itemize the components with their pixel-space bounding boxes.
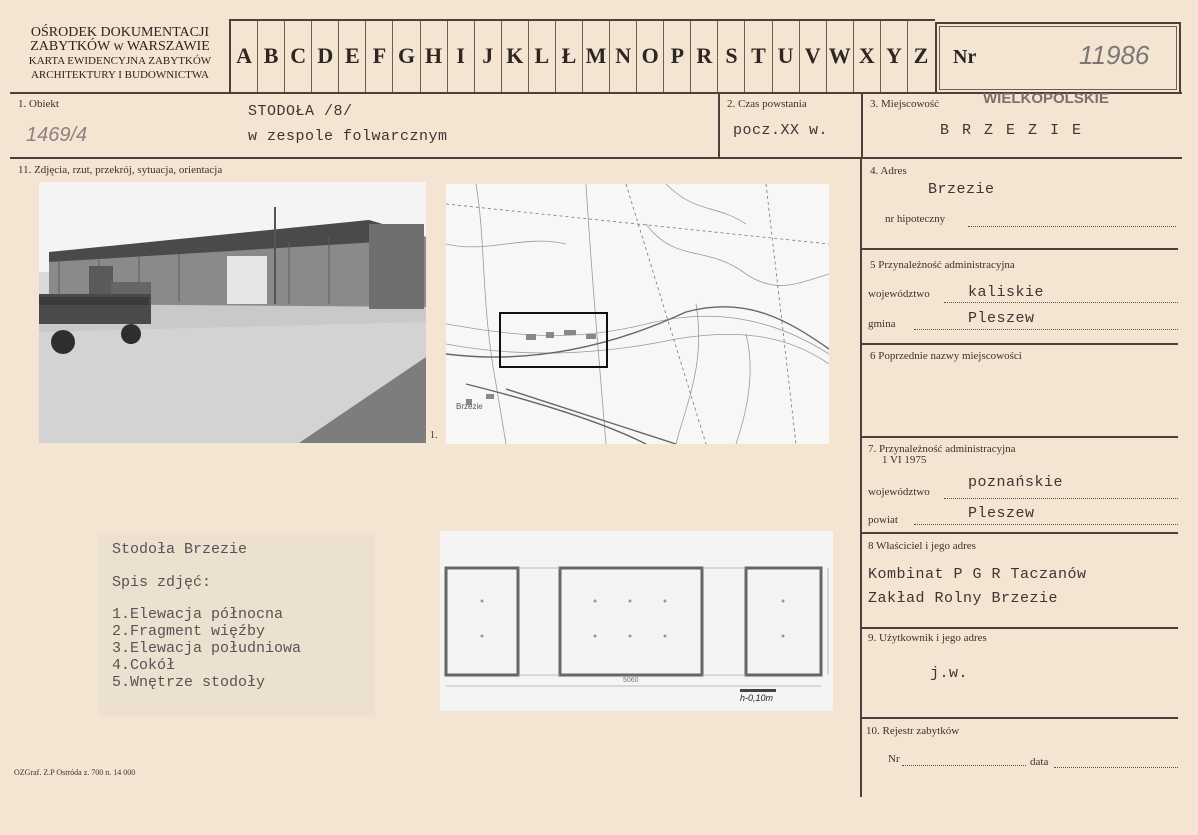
institution-line1: OŚRODEK DOKUMENTACJI — [30, 25, 210, 40]
field7-label-line1: 7. Przynależność administracyjna — [868, 443, 1016, 455]
alphabet-letter: Y — [880, 20, 907, 92]
alphabet-letter: O — [636, 20, 663, 92]
institution-line2: ZABYTKÓW w WARSZAWIE — [30, 39, 210, 54]
scale-note: h-0,10m — [740, 693, 774, 703]
nr-box — [935, 22, 1181, 94]
field1-label: 1. Obiekt — [18, 98, 59, 110]
alphabet-letter: R — [690, 20, 717, 92]
field5-woj-label: województwo — [868, 288, 930, 300]
alphabet-letter: Z — [907, 20, 934, 92]
alphabet-letter: N — [609, 20, 636, 92]
alphabet-letter: X — [853, 20, 880, 92]
field7-powiat-line — [914, 524, 1178, 525]
caption-item: 3.Elewacja południowa — [112, 640, 302, 657]
floor-plan-image — [440, 531, 833, 711]
nr-label: Nr — [953, 46, 977, 68]
alphabet-letter: B — [257, 20, 284, 92]
field10-nr-label: Nr — [888, 753, 900, 765]
field4-value: Brzezie — [928, 181, 995, 198]
field3-stamp: WIELKOPOLSKIE — [983, 90, 1109, 107]
field8-label: 8 Właściciel i jego adres — [868, 540, 976, 552]
field5-label: 5 Przynależność administracyjna — [870, 259, 1015, 271]
alphabet-letter: J — [474, 20, 501, 92]
field5-gmina-label: gmina — [868, 318, 896, 330]
alphabet-letter: E — [338, 20, 365, 92]
alphabet-letter: L — [528, 20, 555, 92]
alphabet-letter: F — [365, 20, 392, 92]
field4-bottom-border — [862, 248, 1178, 250]
alphabet-letter: V — [799, 20, 826, 92]
alphabet-letter: G — [392, 20, 419, 92]
caption-box — [98, 533, 375, 716]
site-map-image — [446, 184, 829, 444]
field1-value-line2: w zespole folwarcznym — [248, 128, 448, 145]
divider-czas-miejsc — [861, 93, 863, 157]
field1-handwritten: 1469/4 — [26, 124, 88, 146]
field7-powiat-value: Pleszew — [968, 505, 1035, 522]
field10-data-label: data — [1030, 756, 1049, 768]
row1-bottom-border — [10, 157, 1182, 159]
field5-woj-line — [944, 302, 1178, 303]
site-map — [446, 184, 829, 444]
field10-nr-line — [902, 765, 1026, 766]
alphabet-letter: A — [229, 20, 257, 92]
alphabet-letter: C — [284, 20, 311, 92]
barn-photo — [39, 182, 426, 443]
alphabet-letter: P — [663, 20, 690, 92]
field2-value: pocz.XX w. — [733, 122, 829, 139]
alphabet-letter: S — [717, 20, 744, 92]
map-village-label: Brzezie — [456, 402, 483, 411]
alphabet-letter: T — [744, 20, 771, 92]
field9-value: j.w. — [930, 665, 969, 682]
caption-items — [112, 606, 301, 691]
caption-item: 1.Elewacja północna — [112, 606, 284, 623]
field8-value-line1: Kombinat P G R Taczanów — [868, 566, 1087, 583]
caption-list-title: Spis zdjęć: — [112, 574, 212, 591]
field3-label: 3. Miejscowość — [870, 98, 940, 110]
print-info: OZGraf. Z.P Ostróda z. 700 n. 14 000 — [14, 768, 136, 777]
field6-label: 6 Poprzednie nazwy miejscowości — [870, 350, 1022, 362]
barn-photo-image — [39, 182, 426, 443]
caption-item: 2.Fragment więźby — [112, 623, 266, 640]
right-column-divider — [860, 157, 862, 797]
field7-woj-value: poznańskie — [968, 474, 1064, 491]
field7-powiat-label: powiat — [868, 514, 898, 526]
field4-label: 4. Adres — [870, 165, 907, 177]
photo-number: 1. — [430, 430, 438, 441]
alphabet-letter: M — [582, 20, 609, 92]
nr-handwritten-value: 11986 — [1079, 40, 1150, 70]
divider-obj-czas — [718, 93, 720, 157]
alphabet-index — [229, 20, 934, 92]
hipoteczny-line — [968, 226, 1176, 227]
alphabet-letter: K — [501, 20, 528, 92]
caption-item: 4.Cokół — [112, 657, 176, 674]
field5-gmina-value: Pleszew — [968, 310, 1035, 327]
field5-woj-value: kaliskie — [968, 284, 1045, 301]
caption-item: 5.Wnętrze stodoły — [112, 674, 266, 691]
field7-woj-line — [944, 498, 1178, 499]
plan-dimension: 5060 — [623, 677, 639, 684]
field7-bottom-border — [862, 532, 1178, 534]
institution-line4: ARCHITEKTURY I BUDOWNICTWA — [30, 69, 210, 81]
field10-label: 10. Rejestr zabytków — [866, 725, 960, 737]
alphabet-letter: Ł — [555, 20, 582, 92]
alphabet-letter: I — [447, 20, 474, 92]
field9-label: 9. Użytkownik i jego adres — [868, 632, 987, 644]
field8-bottom-border — [862, 627, 1178, 629]
field3-value: B R Z E Z I E — [940, 122, 1084, 139]
institution-block — [12, 26, 228, 82]
field10-data-line — [1054, 767, 1178, 768]
field2-label: 2. Czas powstania — [727, 98, 807, 110]
alphabet-letter: D — [311, 20, 338, 92]
field9-bottom-border — [862, 717, 1178, 719]
field5-gmina-line — [914, 329, 1178, 330]
alphabet-letter: H — [420, 20, 447, 92]
field1-value-line1: STODOŁA /8/ — [248, 103, 353, 120]
institution-line3: KARTA EWIDENCYJNA ZABYTKÓW — [28, 55, 212, 67]
field8-value-line2: Zakład Rolny Brzezie — [868, 590, 1059, 607]
header-top-border — [229, 19, 935, 21]
alphabet-letter: U — [772, 20, 799, 92]
floor-plan — [440, 531, 833, 711]
hipoteczny-label: nr hipoteczny — [885, 213, 946, 225]
field11-label: 11. Zdjęcia, rzut, przekrój, sytuacja, orientacja — [18, 164, 223, 176]
alphabet-letter: W — [826, 20, 853, 92]
caption-title: Stodoła Brzezie — [112, 541, 248, 558]
field7-woj-label: województwo — [868, 486, 930, 498]
field6-bottom-border — [862, 436, 1178, 438]
field7-label-line2: 1 VI 1975 — [882, 454, 927, 466]
field5-bottom-border — [862, 343, 1178, 345]
